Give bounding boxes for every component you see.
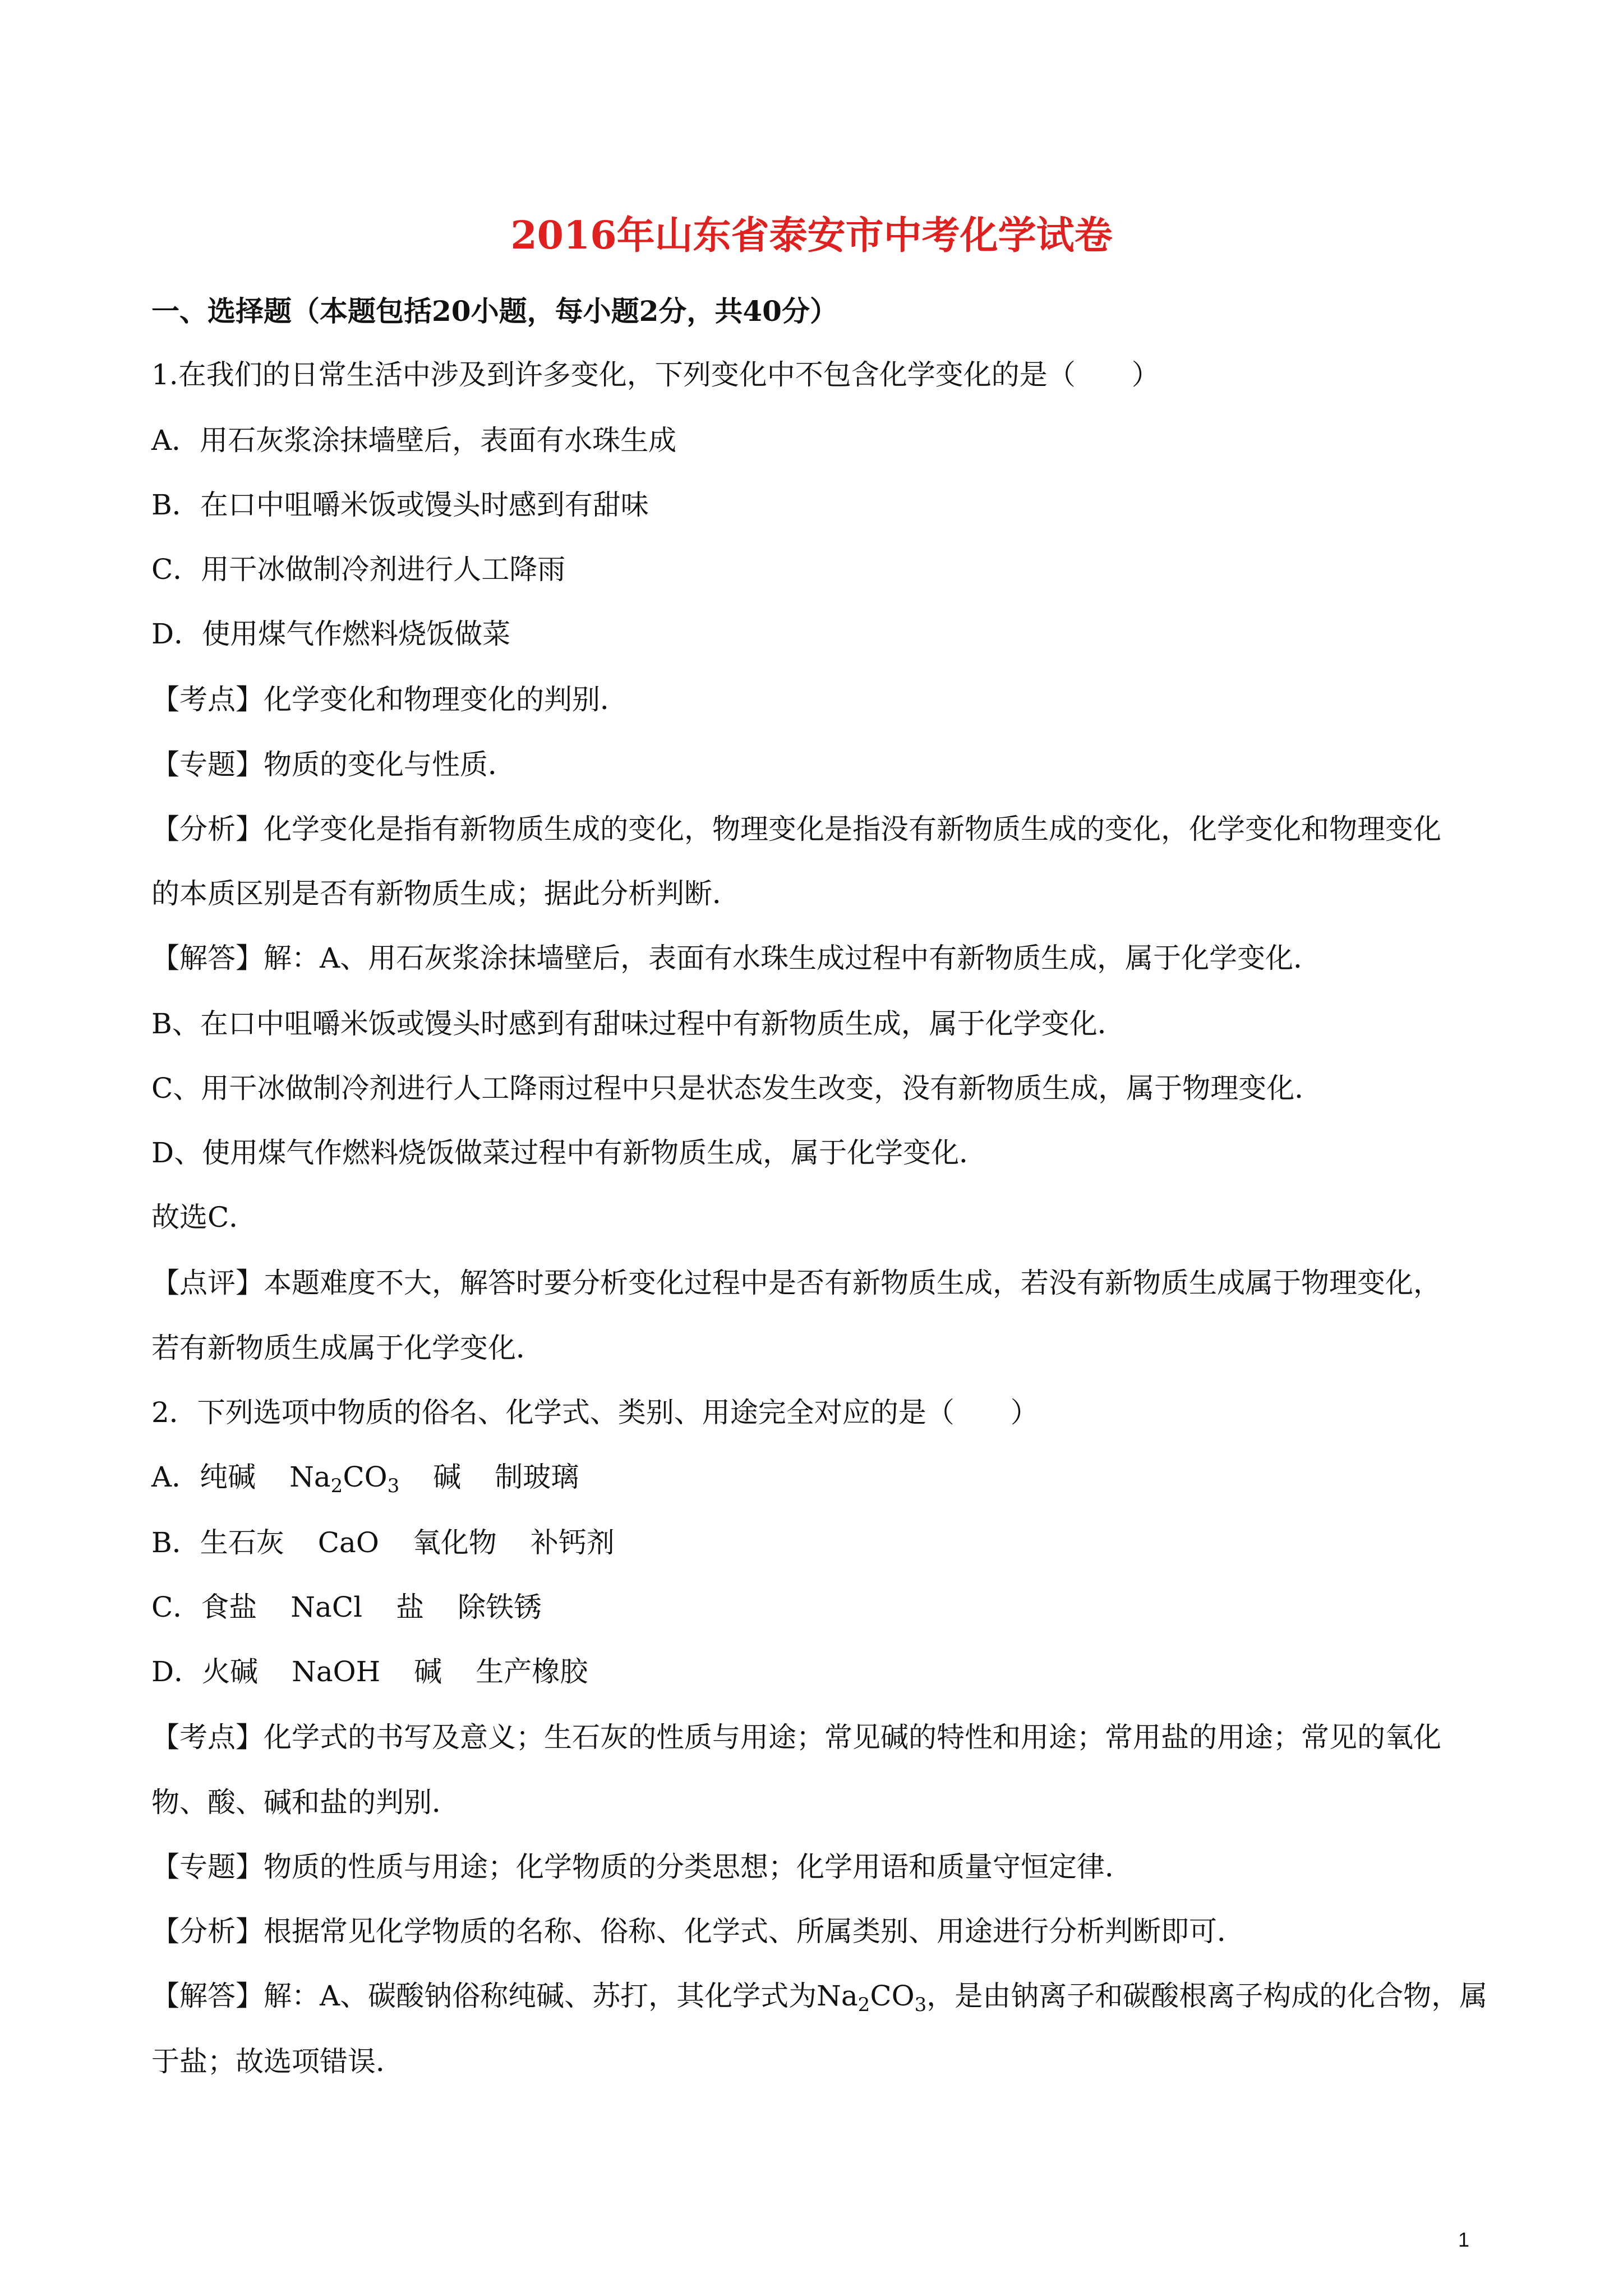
q2-option-d-formula: NaOH: [292, 1655, 381, 1688]
q1-option-c: C．用干冰做制冷剂进行人工降雨: [151, 553, 566, 586]
q1-fenxi-line2: 的本质区别是否有新物质生成；据此分析判断．: [151, 877, 740, 910]
q2-jieda-formula-sub2: 3: [914, 1994, 927, 2016]
q2-kaodian-line2: 物、酸、碱和盐的判别．: [151, 1786, 460, 1819]
q2-option-d: [151, 1652, 588, 1691]
q2-option-a: [151, 1457, 579, 1506]
q2-option-b: [151, 1523, 615, 1562]
q2-stem: 2．下列选项中物质的俗名、化学式、类别、用途完全对应的是（ ）: [151, 1396, 1039, 1429]
q2-jieda-formula-mid: CO: [870, 1980, 915, 2012]
q2-fenxi: 【分析】根据常见化学物质的名称、俗称、化学式、所属类别、用途进行分析判断即可．: [151, 1915, 1245, 1948]
q2-jieda-line1-after: ，是由钠离子和碳酸根离子构成的化合物，属: [926, 1980, 1488, 2012]
q2-option-a-use: 制玻璃: [495, 1461, 579, 1493]
q2-option-c-use: 除铁锈: [458, 1591, 542, 1623]
q2-option-c-category: 盐: [396, 1591, 425, 1623]
q2-option-b-formula: CaO: [317, 1526, 379, 1559]
q1-option-d: D．使用煤气作燃料烧饭做菜: [151, 618, 511, 650]
q2-option-b-use: 补钙剂: [530, 1526, 615, 1559]
q1-zhuanti: 【专题】物质的变化与性质．: [151, 748, 516, 781]
q2-option-a-category: 碱: [433, 1461, 462, 1493]
q2-jieda-line1: [151, 1976, 1487, 2024]
q2-option-b-category: 氧化物: [412, 1526, 497, 1559]
q2-jieda-line1-before: 【解答】解：A、碳酸钠俗称纯碱、苏打，其化学式为: [151, 1980, 817, 2012]
q2-option-b-letter: B．: [151, 1526, 200, 1559]
q2-jieda-line2: 于盐；故选项错误．: [151, 2045, 404, 2078]
q2-option-a-name: 纯碱: [200, 1461, 256, 1493]
q2-option-c-letter: C．: [151, 1591, 201, 1623]
q2-option-d-category: 碱: [414, 1655, 442, 1688]
q2-option-a-formula-sub1: 2: [330, 1475, 343, 1497]
q2-jieda-formula-sub1: 2: [857, 1994, 870, 2016]
q2-option-c-name: 食盐: [201, 1591, 257, 1623]
page-number: 1: [1458, 2228, 1470, 2251]
q1-jieda-c: C、用干冰做制冷剂进行人工降雨过程中只是状态发生改变，没有新物质生成，属于物理变化．: [151, 1072, 1323, 1105]
q2-option-d-use: 生产橡胶: [476, 1655, 588, 1688]
q2-option-a-formula-mid: CO: [343, 1461, 388, 1493]
q2-option-a-formula-prefix: Na: [289, 1461, 331, 1493]
q2-option-d-letter: D．: [151, 1655, 202, 1688]
q2-kaodian-line1: 【考点】化学式的书写及意义；生石灰的性质与用途；常见碱的特性和用途；常用盐的用途；常见的氧化: [151, 1721, 1441, 1754]
q1-jieda-b: B、在口中咀嚼米饭或馒头时感到有甜味过程中有新物质生成，属于化学变化．: [151, 1007, 1126, 1040]
q2-option-d-name: 火碱: [202, 1655, 259, 1688]
q2-option-c: [151, 1588, 542, 1627]
q1-stem: 1.在我们的日常生活中涉及到许多变化，下列变化中不包含化学变化的是（ ）: [151, 358, 1160, 391]
section-heading: 一、选择题（本题包括20小题，每小题2分，共40分）: [151, 295, 838, 328]
q2-zhuanti: 【专题】物质的性质与用途；化学物质的分类思想；化学用语和质量守恒定律．: [151, 1851, 1133, 1883]
q1-dianping-line1: 【点评】本题难度不大，解答时要分析变化过程中是否有新物质生成，若没有新物质生成属于物理变化，: [151, 1267, 1441, 1299]
q2-jieda-formula-prefix: Na: [817, 1980, 858, 2012]
q1-option-b: B．在口中咀嚼米饭或馒头时感到有甜味: [151, 489, 649, 521]
q2-option-a-letter: A．: [151, 1461, 200, 1493]
q1-jieda-a: 【解答】解：A、用石灰浆涂抹墙壁后，表面有水珠生成过程中有新物质生成，属于化学变化．: [151, 942, 1322, 974]
q2-option-a-formula: [289, 1461, 400, 1497]
q1-kaodian: 【考点】化学变化和物理变化的判别．: [151, 683, 628, 716]
q1-answer: 故选C．: [151, 1201, 257, 1234]
q1-dianping-line2: 若有新物质生成属于化学变化．: [151, 1332, 544, 1364]
q2-option-b-name: 生石灰: [200, 1526, 284, 1559]
q1-fenxi-line1: 【分析】化学变化是指有新物质生成的变化，物理变化是指没有新物质生成的变化，化学变化和物理变化: [151, 813, 1441, 845]
q1-option-a: A．用石灰浆涂抹墙壁后，表面有水珠生成: [151, 424, 677, 457]
q2-jieda-formula: [817, 1980, 927, 2016]
q2-option-a-formula-sub2: 3: [387, 1475, 400, 1497]
q2-option-c-formula: NaCl: [291, 1591, 363, 1623]
document-title: 2016年山东省泰安市中考化学试卷: [510, 213, 1113, 258]
q1-jieda-d: D、使用煤气作燃料烧饭做菜过程中有新物质生成，属于化学变化．: [151, 1137, 988, 1169]
